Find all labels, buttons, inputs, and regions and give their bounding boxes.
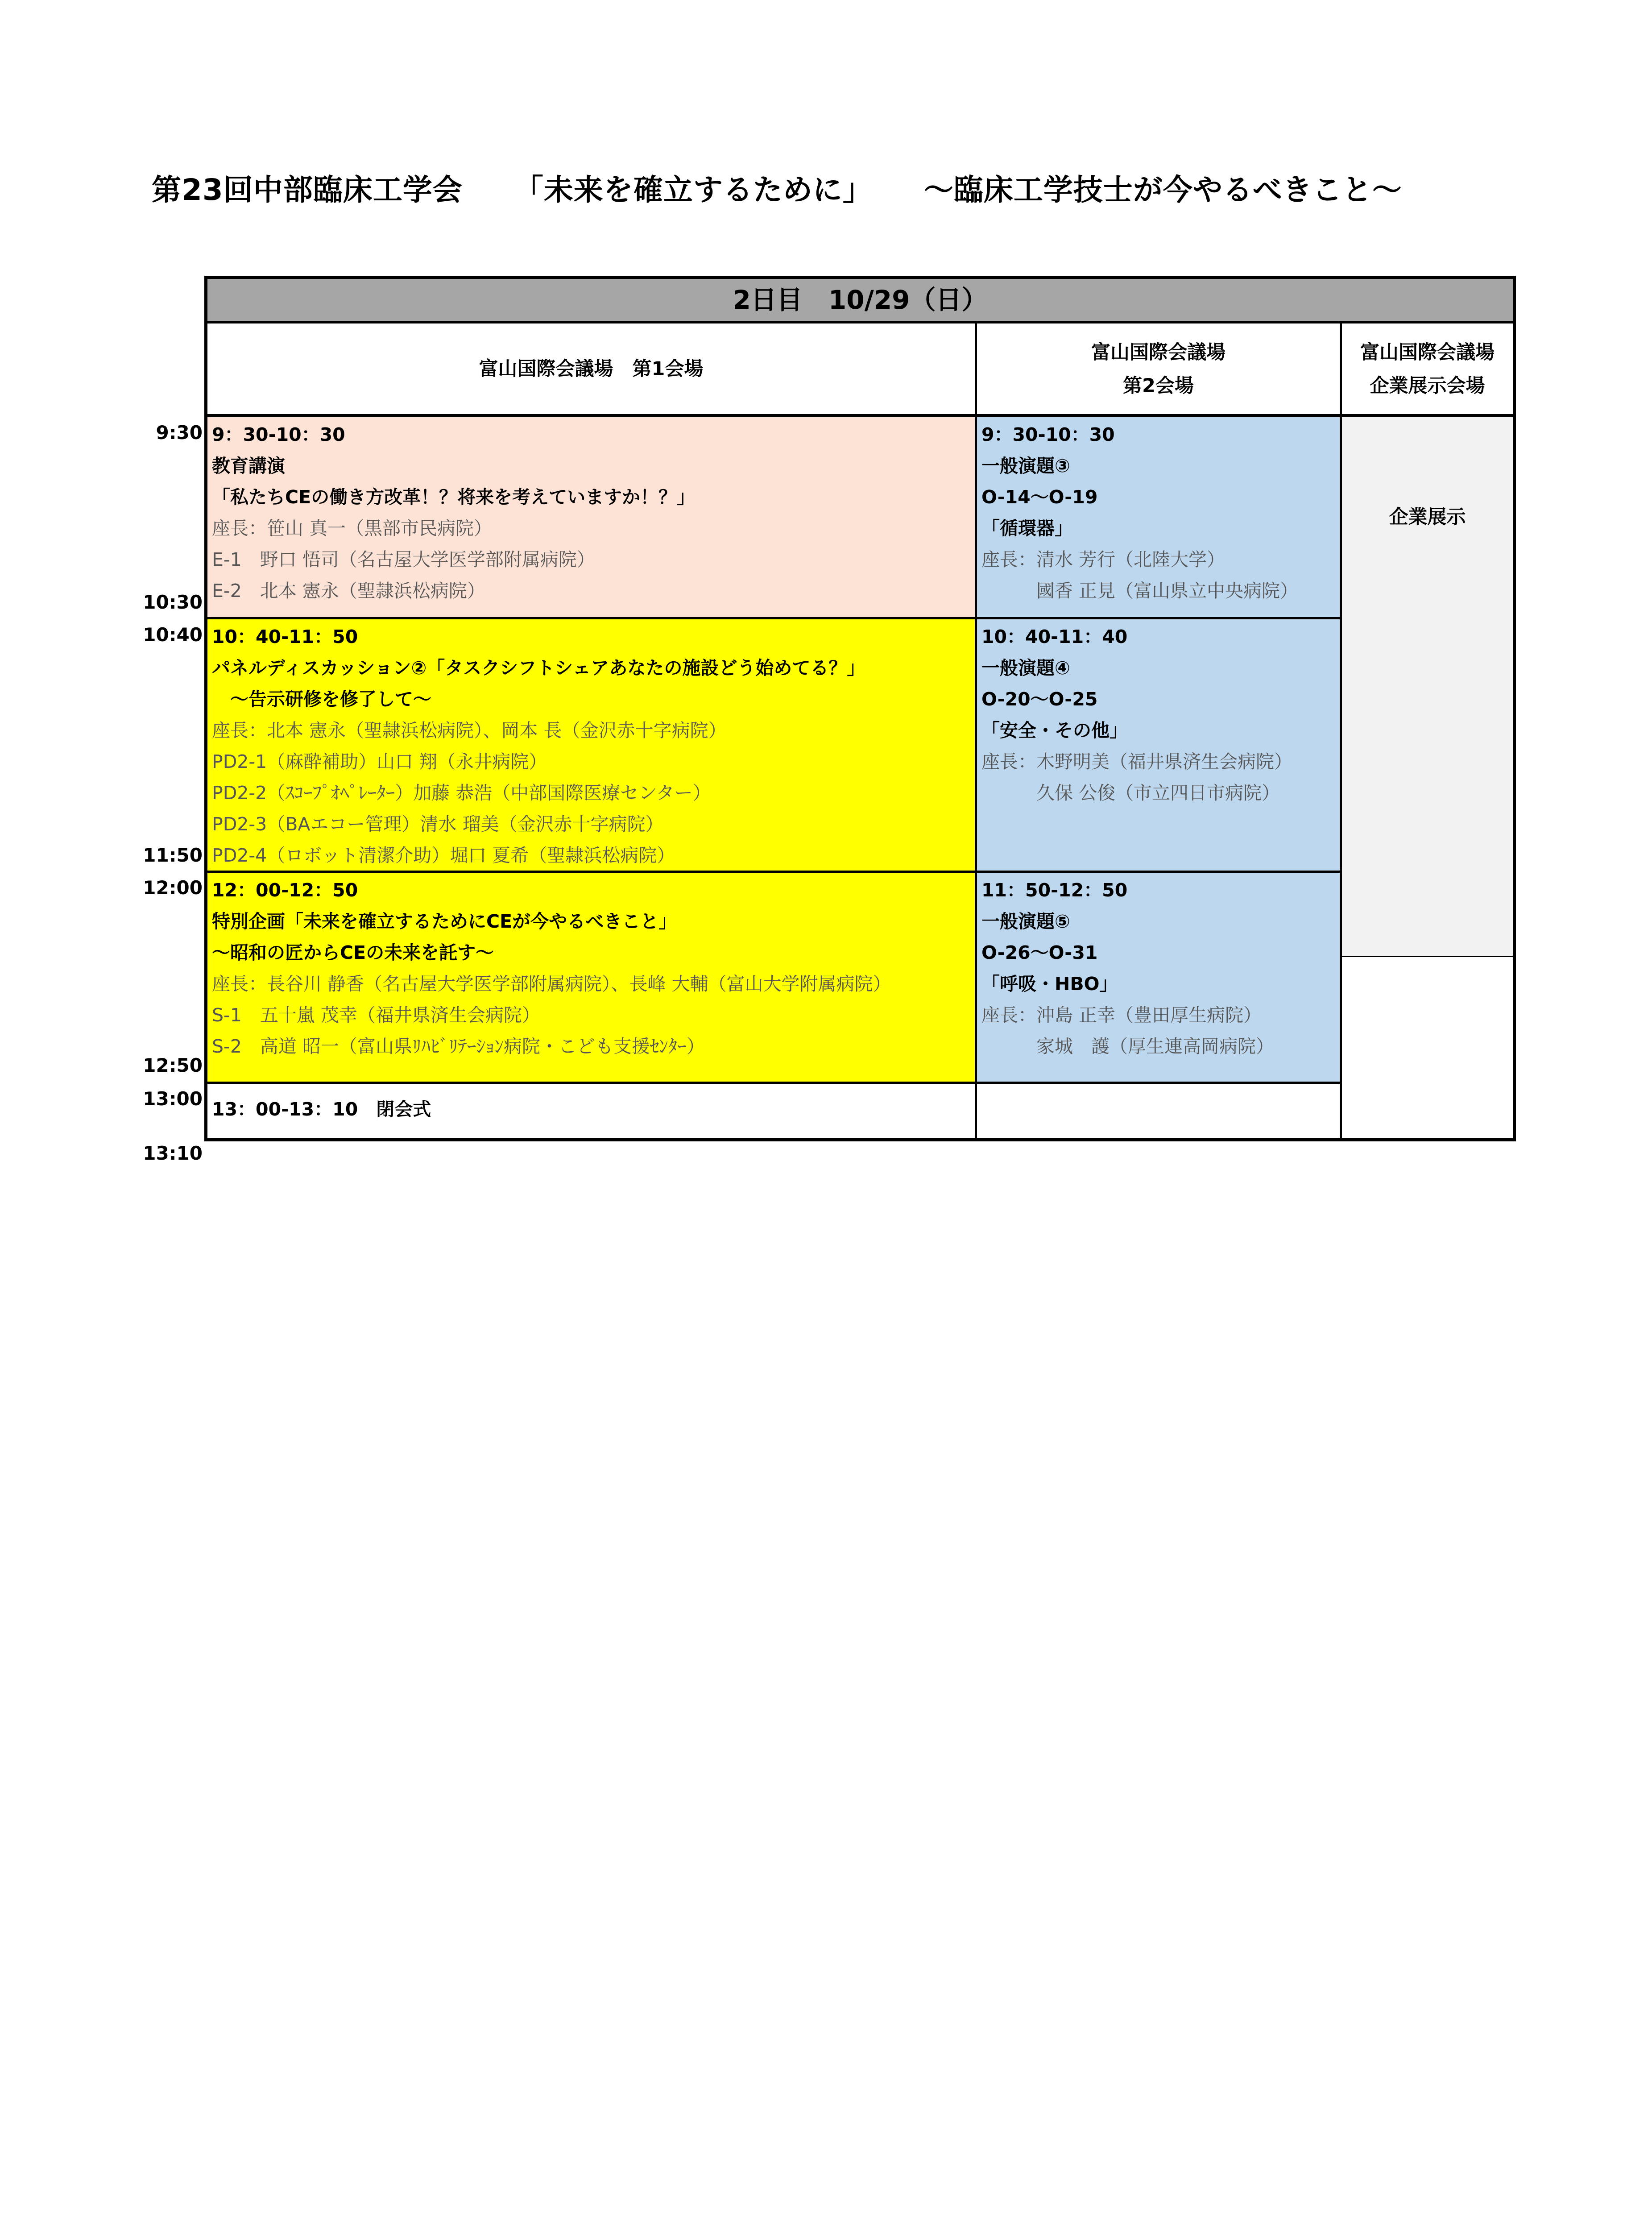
- session-line: 10：40-11：50: [212, 626, 358, 647]
- exhibit-empty-cell: [1342, 957, 1513, 1138]
- day-header-text: 2日目 10/29（日）: [733, 285, 988, 315]
- session-line: 10：40-11：40: [981, 626, 1128, 647]
- time-label: 13:00: [143, 1088, 203, 1110]
- hall1-session-closing-ceremony: [207, 1084, 977, 1138]
- time-label: 12:50: [143, 1054, 203, 1076]
- session-line: 座長：長谷川 静香（名古屋大学医学部附属病院）、長峰 大輔（富山大学附属病院）: [212, 973, 891, 995]
- session-line: PD2-2（ｽｺｰﾌﾟｵﾍﾟﾚｰﾀｰ）加藤 恭浩（中部国際医療センター）: [212, 782, 711, 804]
- session-line: ～告示研修を修了して～: [212, 688, 431, 710]
- session-line: 12：00-12：50: [212, 879, 358, 901]
- exhibit-cell: [1342, 417, 1513, 957]
- title-conference: 第23回中部臨床工学会: [152, 173, 463, 207]
- schedule-table: [204, 276, 1516, 1141]
- session-line: 家城 護（厚生連高岡病院）: [981, 1036, 1274, 1057]
- time-label: 10:30: [143, 591, 203, 613]
- session-line: 一般演題③: [981, 455, 1070, 477]
- hall1-session-panel-discussion: [207, 619, 977, 873]
- venue-exhibit-header: [1342, 323, 1513, 417]
- venue-hall1-label: 富山国際会議場 第1会場: [479, 358, 704, 380]
- venue-hall1-header: [207, 323, 977, 417]
- time-label: 9:30: [156, 422, 203, 444]
- session-line: 國香 正見（富山県立中央病院）: [981, 580, 1299, 601]
- venue-hall2-header: [977, 323, 1342, 417]
- session-line: E-2 北本 憲永（聖隷浜松病院）: [212, 580, 485, 601]
- session-line: 9：30-10：30: [981, 424, 1115, 445]
- session-line: 座長：木野明美（福井県済生会病院）: [981, 751, 1292, 772]
- session-line: 座長：北本 憲永（聖隷浜松病院）、岡本 長（金沢赤十字病院）: [212, 720, 727, 741]
- time-label: 11:50: [143, 844, 203, 866]
- time-label: 13:10: [143, 1142, 203, 1164]
- venue-exhibit-line1: 富山国際会議場: [1360, 341, 1495, 364]
- hall2-empty-cell: [977, 1084, 1342, 1138]
- session-line: 久保 公俊（市立四日市病院）: [981, 782, 1280, 804]
- hall2-session-oral-5: [977, 873, 1342, 1084]
- session-line: S-2 高道 昭一（富山県ﾘﾊﾋﾞﾘﾃｰｼｮﾝ病院・こども支援ｾﾝﾀｰ）: [212, 1036, 705, 1057]
- session-line: 「安全・その他」: [981, 720, 1128, 741]
- session-line: 一般演題④: [981, 657, 1070, 679]
- title-subtheme: ～臨床工学技士が今やるべきこと～: [923, 173, 1402, 207]
- venue-hall2-line2: 第2会場: [1123, 375, 1194, 397]
- session-line: 座長：清水 芳行（北陸大学）: [981, 549, 1226, 570]
- session-line: 一般演題⑤: [981, 911, 1070, 932]
- session-line: O-26～O-31: [981, 942, 1098, 963]
- session-line: 座長：沖島 正幸（豊田厚生病院）: [981, 1004, 1262, 1026]
- session-line: 「呼吸・HBO」: [981, 973, 1118, 995]
- hall1-session-special-program: [207, 873, 977, 1084]
- time-label: 10:40: [143, 624, 203, 646]
- time-label: 12:00: [143, 877, 203, 899]
- session-line: 教育講演: [212, 455, 285, 477]
- session-line: 「循環器」: [981, 518, 1073, 539]
- title-theme: 「未来を確立するために」: [513, 173, 873, 207]
- exhibit-label: 企業展示: [1389, 506, 1466, 528]
- session-line: S-1 五十嵐 茂幸（福井県済生会病院）: [212, 1004, 540, 1026]
- session-line: 座長：笹山 真一（黒部市民病院）: [212, 518, 493, 539]
- session-line: O-14～O-19: [981, 486, 1098, 508]
- session-line: パネルディスカッション②「タスクシフトシェアあなたの施設どう始めてる？」: [212, 657, 865, 679]
- hall2-session-oral-4: [977, 619, 1342, 873]
- session-line: 特別企画「未来を確立するためにCEが今やるべきこと」: [212, 911, 677, 932]
- session-line: 13：00-13：10 閉会式: [212, 1099, 431, 1120]
- venue-hall2-line1: 富山国際会議場: [1091, 341, 1226, 364]
- session-line: PD2-1（麻酔補助）山口 翔（永井病院）: [212, 751, 547, 772]
- hall1-session-educational-lecture: [207, 417, 977, 619]
- page-title: [152, 166, 1402, 208]
- session-line: 「私たちCEの働き方改革！？将来を考えていますか！？」: [212, 486, 696, 508]
- hall2-session-oral-3: [977, 417, 1342, 619]
- session-line: E-1 野口 悟司（名古屋大学医学部附属病院）: [212, 549, 595, 570]
- session-line: PD2-4（ロボット清潔介助）堀口 夏希（聖隷浜松病院）: [212, 845, 675, 866]
- session-line: PD2-3（BAエコー管理）清水 瑠美（金沢赤十字病院）: [212, 813, 664, 835]
- session-line: 9：30-10：30: [212, 424, 345, 445]
- session-line: ～昭和の匠からCEの未来を託す～: [212, 942, 494, 963]
- day-header: [207, 279, 1513, 323]
- venue-exhibit-line2: 企業展示会場: [1370, 375, 1485, 397]
- session-line: O-20～O-25: [981, 688, 1098, 710]
- session-line: 11：50-12：50: [981, 879, 1128, 901]
